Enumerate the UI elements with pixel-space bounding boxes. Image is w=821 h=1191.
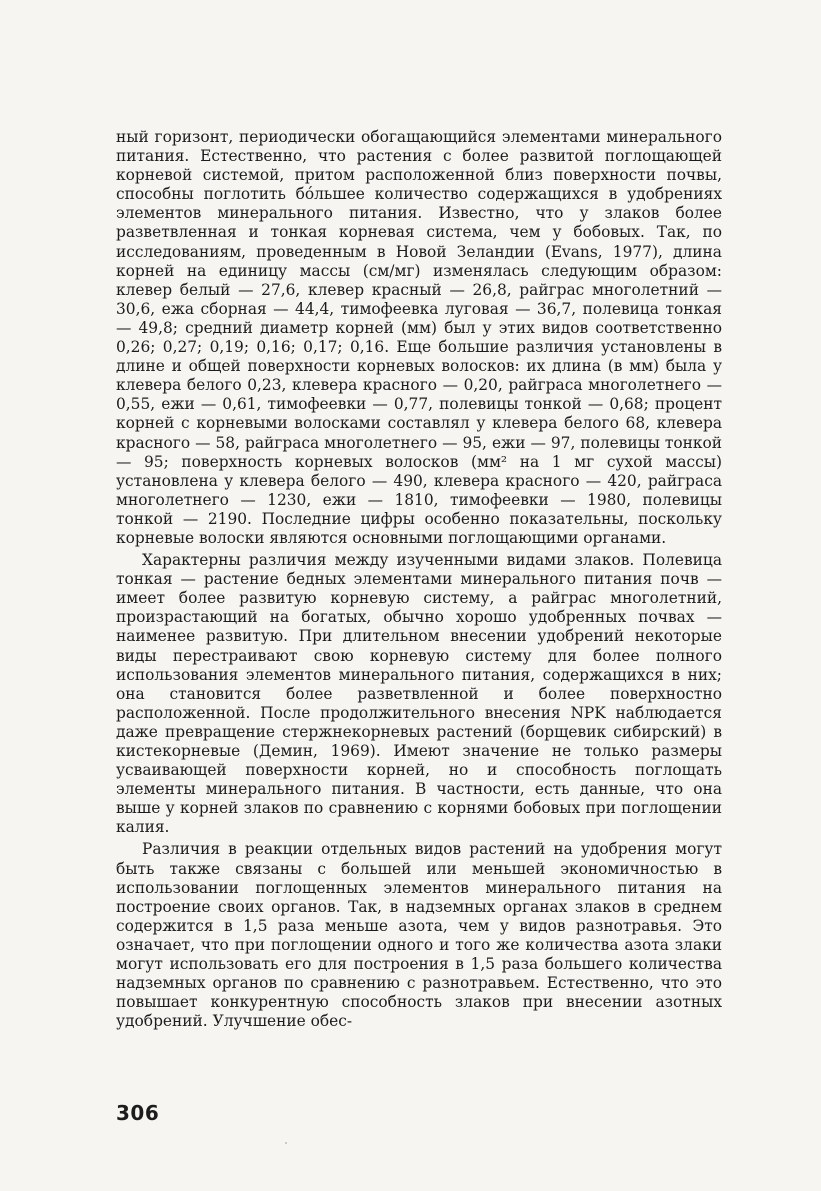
- paragraph-3: Различия в реакции отдельных видов растений на удобрения могут быть также связаны с большей или меньшей экономичностью в использовании поглощенных элементов минерального питания на построение своих органов. Так, в надземных органах злаков в среднем содержится в 1,5 раза меньше азота, чем у видов разнотравья. Это означает, что при поглощении одного и того же количества азота злаки могут использовать его для построения в 1,5 раза большего количества надземных органов по сравнению с разнотравьем. Естественно, что это повышает конкурентную способность злаков при внесении азотных удобрений. Улучшение обес-: [116, 840, 722, 1031]
- paragraph-2: Характерны различия между изученными видами злаков. Полевица тонкая — растение бедных элементами минерального питания почв — имеет более развитую корневую систему, а райграс многолетний, произрастающий на богатых, обычно хорошо удобренных почвах — наименее развитую. При длительном внесении удобрений некоторые виды перестраивают свою корневую систему для более полного использования элементов минерального питания, содержащихся в них; она становится более разветвленной и более поверхностно расположенной. После продолжительного внесения NPK наблюдается даже превращение стержнекорневых растений (борщевик сибирский) в кистекорневые (Демин, 1969). Имеют значение не только размеры усваивающей поверхности корней, но и способность поглощать элементы минерального питания. В частности, есть данные, что она выше у корней злаков по сравнению с корнями бобовых при поглощении калия.: [116, 551, 722, 837]
- print-speck-mark: [285, 1142, 287, 1144]
- page-number: 306: [116, 1101, 160, 1125]
- paragraph-1: ный горизонт, периодически обогащающийся элементами минерального питания. Естественно, что растения с более развитой поглощающей корневой системой, притом расположенной близ поверхности почвы, способны поглотить бо́льшее количество содержащихся в удобрениях элементов минерального питания. Известно, что у злаков более разветвленная и тонкая корневая система, чем у бобовых. Так, по исследованиям, проведенным в Новой Зеландии (Evans, 1977), длина корней на единицу массы (см/мг) изменялась следующим образом: клевер белый — 27,6, клевер красный — 26,8, райграс многолетний — 30,6, ежа сборная — 44,4, тимофеевка луговая — 36,7, полевица тонкая — 49,8; средний диаметр корней (мм) был у этих видов соответственно 0,26; 0,27; 0,19; 0,16; 0,17; 0,16. Еще большие различия установлены в длине и общей поверхности корневых волосков: их длина (в мм) была у клевера белого 0,23, клевера красного — 0,20, райграса многолетнего — 0,55, ежи — 0,61, тимофеевки — 0,77, полевицы тонкой — 0,68; процент корней с корневыми волосками составлял у клевера белого 68, клевера красного — 58, райграса многолетнего — 95, ежи — 97, полевицы тонкой — 95; поверхность корневых волосков (мм² на 1 мг сухой массы) установлена у клевера белого — 490, клевера красного — 420, райграса многолетнего — 1230, ежи — 1810, тимофеевки — 1980, полевицы тонкой — 2190. Последние цифры особенно показательны, поскольку корневые волоски являются основными поглощающими органами.: [116, 128, 722, 547]
- page-body-text: [116, 128, 722, 1031]
